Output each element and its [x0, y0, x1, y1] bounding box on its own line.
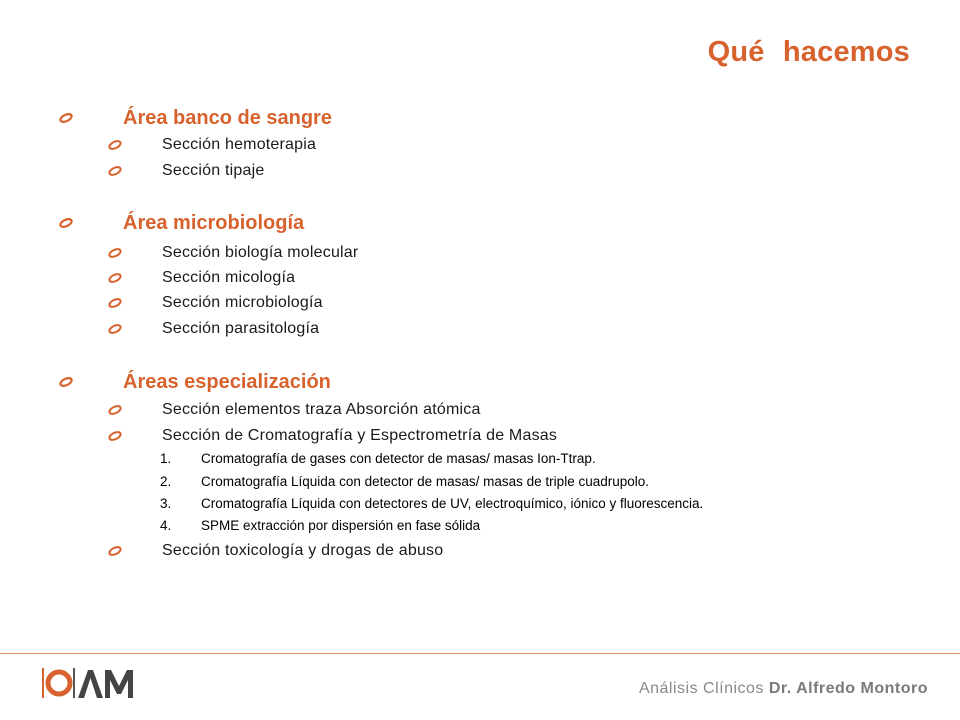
numbered-item — [160, 474, 649, 489]
list-item-label: Sección de Cromatografía y Espectrometría de Masas — [162, 427, 558, 444]
ring-bullet-icon — [58, 113, 74, 123]
section-heading-especializacion — [123, 371, 331, 394]
section-heading-banco-sangre — [123, 107, 332, 130]
list-item — [162, 320, 319, 338]
ring-bullet-icon — [107, 324, 123, 334]
ring-bullet-icon — [107, 140, 123, 150]
ring-bullet-icon — [107, 298, 123, 308]
company-prefix: Análisis Clínicos — [638, 680, 764, 697]
page-title: Qué hacemos — [707, 36, 910, 68]
item-number: 2. — [160, 474, 172, 489]
ring-bullet-icon — [107, 273, 123, 283]
list-item-label: Sección toxicología y drogas de abuso — [162, 542, 444, 559]
section-heading-label: Área banco de sangre — [123, 107, 332, 129]
am-logo — [42, 666, 142, 700]
list-item-label: Sección micología — [162, 269, 296, 286]
section-heading-label: Áreas especialización — [123, 371, 331, 393]
ring-bullet-icon — [107, 405, 123, 415]
list-item — [162, 162, 264, 180]
item-number: 3. — [160, 496, 172, 511]
list-item — [162, 136, 316, 154]
numbered-item — [160, 518, 480, 533]
numbered-item-text: Cromatografía Líquida con detectores de UV, electroquímico, iónico y fluorescencia. — [201, 496, 704, 511]
list-item — [162, 542, 443, 560]
ring-bullet-icon — [107, 166, 123, 176]
ring-bullet-icon — [107, 248, 123, 258]
list-item — [162, 244, 358, 262]
list-item-label: Sección biología molecular — [162, 244, 359, 261]
company-doctor: Dr. Alfredo Montoro — [768, 680, 928, 697]
ring-bullet-icon — [107, 431, 123, 441]
footer-divider — [0, 653, 960, 654]
company-name — [639, 680, 928, 698]
ring-bullet-icon — [58, 377, 74, 387]
list-item — [162, 401, 481, 419]
list-item-label: Sección elementos traza Absorción atómica — [162, 401, 481, 418]
numbered-item — [160, 451, 596, 466]
item-number: 1. — [160, 451, 172, 466]
ring-bullet-icon — [58, 218, 74, 228]
list-item-label: Sección microbiología — [162, 294, 323, 311]
numbered-item-text: Cromatografía de gases con detector de masas/ masas Ion-Ttrap. — [201, 451, 596, 466]
item-number: 4. — [160, 518, 172, 533]
list-item — [162, 427, 557, 445]
numbered-item-text: Cromatografía Líquida con detector de masas/ masas de triple cuadrupolo. — [201, 474, 649, 489]
list-item — [162, 294, 323, 312]
numbered-item-text: SPME extracción por dispersión en fase sólida — [201, 518, 481, 533]
list-item — [162, 269, 295, 287]
list-item-label: Sección tipaje — [162, 162, 265, 179]
ring-bullet-icon — [107, 546, 123, 556]
section-heading-microbiologia — [123, 212, 304, 235]
list-item-label: Sección parasitología — [162, 320, 320, 337]
section-heading-label: Área microbiología — [123, 212, 305, 234]
numbered-item — [160, 496, 703, 511]
list-item-label: Sección hemoterapia — [162, 136, 317, 153]
